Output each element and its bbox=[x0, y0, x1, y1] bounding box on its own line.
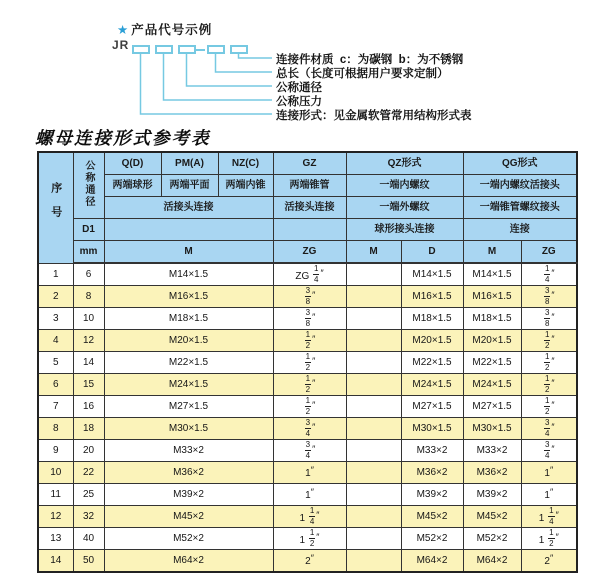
header-cell-nz: NZ(C) bbox=[218, 152, 273, 175]
table-cell: 1 bbox=[38, 263, 73, 286]
table-cell: M36×2 bbox=[104, 462, 273, 484]
table-cell bbox=[346, 286, 401, 308]
code-box bbox=[178, 45, 196, 54]
table-cell: M22×1.5 bbox=[463, 352, 521, 374]
table-cell: 18 bbox=[73, 418, 104, 440]
inch-mark: ″ bbox=[551, 312, 555, 323]
table-cell: M20×1.5 bbox=[463, 330, 521, 352]
table-cell: M30×1.5 bbox=[463, 418, 521, 440]
table-row bbox=[38, 528, 577, 550]
table-cell: M14×1.5 bbox=[104, 263, 273, 286]
table-cell bbox=[273, 396, 346, 418]
table-cell: 1 $\frac{1}{2}$ ″ bbox=[521, 528, 577, 550]
leader-line bbox=[141, 54, 273, 114]
table-cell: M36×2 bbox=[463, 462, 521, 484]
table-cell bbox=[521, 330, 577, 352]
table-cell bbox=[346, 528, 401, 550]
table-cell bbox=[346, 440, 401, 462]
leader-line bbox=[216, 54, 273, 72]
inch-mark: ″ bbox=[310, 552, 314, 563]
inch-mark: ″ bbox=[312, 356, 316, 367]
inch-mark: ″ bbox=[316, 510, 320, 521]
table-cell: M24×1.5 bbox=[401, 374, 463, 396]
inch-mark: ″ bbox=[312, 422, 316, 433]
table-cell: M16×1.5 bbox=[463, 286, 521, 308]
table-cell: M18×1.5 bbox=[104, 308, 273, 330]
table-cell: 5 bbox=[38, 352, 73, 374]
table-cell: 6 bbox=[73, 263, 104, 286]
leader-line bbox=[239, 54, 273, 58]
header-cell-union-conn: 活接头连接 bbox=[104, 197, 273, 219]
table-cell: M30×1.5 bbox=[401, 418, 463, 440]
inch-mark: ″ bbox=[549, 464, 554, 475]
inch-mark: ″ bbox=[312, 334, 316, 345]
table-cell bbox=[273, 440, 346, 462]
table-cell: M52×2 bbox=[463, 528, 521, 550]
table-cell: 9 bbox=[38, 440, 73, 462]
star-icon: ★ bbox=[117, 23, 130, 37]
header-cell-q: Q(D) bbox=[104, 152, 161, 175]
diagram-label: 连接形式：见金属软管常用结构形式表 bbox=[276, 110, 472, 122]
table-cell bbox=[273, 286, 346, 308]
table-cell: M52×2 bbox=[104, 528, 273, 550]
table-cell bbox=[521, 374, 577, 396]
code-dash bbox=[196, 49, 205, 51]
table-cell bbox=[273, 308, 346, 330]
inch-mark: ″ bbox=[549, 552, 554, 563]
table-cell: M14×1.5 bbox=[401, 263, 463, 286]
header-cell-qg-zg: ZG bbox=[521, 241, 577, 264]
table-row bbox=[38, 418, 577, 440]
fraction: $\frac{3}{4}$ bbox=[305, 418, 311, 438]
product-code-diagram bbox=[0, 0, 600, 130]
table-cell: M39×2 bbox=[401, 484, 463, 506]
table-cell: M16×1.5 bbox=[104, 286, 273, 308]
fraction: $\frac{1}{4}$ bbox=[314, 264, 319, 284]
inch-mark: ″ bbox=[312, 400, 316, 411]
table-cell: M24×1.5 bbox=[463, 374, 521, 396]
header-cell-qg-conn: 连接 bbox=[463, 219, 577, 241]
table-cell: M64×2 bbox=[463, 550, 521, 573]
header-cell-zg: ZG bbox=[273, 241, 346, 264]
table-cell: M45×2 bbox=[401, 506, 463, 528]
header-cell-m: M bbox=[104, 241, 273, 264]
table-cell: M45×2 bbox=[463, 506, 521, 528]
header-cell-qg-sub: 一端内螺纹活接头 bbox=[463, 175, 577, 197]
table-row bbox=[38, 462, 577, 484]
inch-mark: ″ bbox=[312, 378, 316, 389]
table-cell: ZG $\frac{1}{4}$ ″ bbox=[273, 263, 346, 286]
header-cell-gz-sub: 两端锥管 bbox=[273, 175, 346, 197]
fraction: $\frac{1}{2}$ bbox=[305, 330, 311, 350]
table-cell: 2″ bbox=[521, 550, 577, 573]
table-row bbox=[38, 330, 577, 352]
table-cell bbox=[273, 418, 346, 440]
inch-mark: ″ bbox=[320, 268, 324, 279]
table-cell: M27×1.5 bbox=[104, 396, 273, 418]
header-cell-d1: D1 bbox=[73, 219, 104, 241]
table-row bbox=[38, 352, 577, 374]
inch-mark: ″ bbox=[551, 334, 555, 345]
fraction: $\frac{3}{4}$ bbox=[544, 440, 550, 460]
header-row bbox=[38, 152, 577, 175]
table-cell: 1″ bbox=[521, 462, 577, 484]
table-row bbox=[38, 308, 577, 330]
table-cell: 40 bbox=[73, 528, 104, 550]
fraction: $\frac{3}{8}$ bbox=[544, 308, 550, 328]
header-cell-qg: QG形式 bbox=[463, 152, 577, 175]
header-cell-seq bbox=[38, 152, 73, 263]
table-cell: 50 bbox=[73, 550, 104, 573]
inch-mark: ″ bbox=[551, 444, 555, 455]
table-cell: 2 bbox=[38, 286, 73, 308]
table-cell: M30×1.5 bbox=[104, 418, 273, 440]
header-cell-qg-m: M bbox=[463, 241, 521, 264]
table-cell bbox=[346, 374, 401, 396]
table-cell: 8 bbox=[38, 418, 73, 440]
fraction: $\frac{3}{4}$ bbox=[544, 418, 550, 438]
table-cell: 7 bbox=[38, 396, 73, 418]
code-box bbox=[230, 45, 248, 54]
table-cell bbox=[521, 286, 577, 308]
header-cell-blank bbox=[104, 219, 273, 241]
header-cell-qz: QZ形式 bbox=[346, 152, 463, 175]
fraction: $\frac{1}{4}$ bbox=[309, 506, 315, 526]
table-cell: M24×1.5 bbox=[104, 374, 273, 396]
diagram-label: 公称通径 bbox=[276, 82, 322, 94]
fraction: $\frac{1}{2}$ bbox=[549, 528, 554, 548]
table-cell bbox=[273, 374, 346, 396]
table-cell bbox=[521, 418, 577, 440]
table-header bbox=[38, 152, 577, 263]
table-cell: 20 bbox=[73, 440, 104, 462]
table-row bbox=[38, 396, 577, 418]
table-cell: M64×2 bbox=[401, 550, 463, 573]
table-cell: M27×1.5 bbox=[463, 396, 521, 418]
table-row bbox=[38, 286, 577, 308]
table-cell bbox=[521, 308, 577, 330]
table-cell: M52×2 bbox=[401, 528, 463, 550]
table-cell: 1″ bbox=[273, 462, 346, 484]
table-cell: 1″ bbox=[273, 484, 346, 506]
table-row bbox=[38, 550, 577, 573]
table-cell: 22 bbox=[73, 462, 104, 484]
diagram-label: 公称压力 bbox=[276, 96, 322, 108]
table-cell: M36×2 bbox=[401, 462, 463, 484]
header-cell-qz-m: M bbox=[346, 241, 401, 264]
code-box bbox=[207, 45, 225, 54]
table-cell: M22×1.5 bbox=[401, 352, 463, 374]
fraction: $\frac{3}{4}$ bbox=[305, 440, 311, 460]
table-cell: M20×1.5 bbox=[401, 330, 463, 352]
table-cell: M14×1.5 bbox=[463, 263, 521, 286]
inch-mark: ″ bbox=[551, 400, 555, 411]
table-cell: M33×2 bbox=[401, 440, 463, 462]
inch-mark: ″ bbox=[312, 312, 316, 323]
table-cell: 14 bbox=[73, 352, 104, 374]
table-cell: 15 bbox=[73, 374, 104, 396]
header-cell-blank bbox=[273, 219, 346, 241]
inch-mark: ″ bbox=[310, 486, 314, 497]
header-cell-pm-sub: 两端平面 bbox=[161, 175, 218, 197]
dn-label: 公称通径 bbox=[83, 160, 94, 208]
table-cell bbox=[346, 263, 401, 286]
inch-mark: ″ bbox=[549, 486, 554, 497]
inch-mark: ″ bbox=[555, 510, 559, 521]
table-cell bbox=[346, 418, 401, 440]
fraction: $\frac{3}{8}$ bbox=[305, 308, 311, 328]
table-cell: M64×2 bbox=[104, 550, 273, 573]
table-cell: 12 bbox=[73, 330, 104, 352]
table-row bbox=[38, 506, 577, 528]
table-cell bbox=[346, 352, 401, 374]
table-cell: 1 $\frac{1}{4}$ ″ bbox=[521, 506, 577, 528]
leader-line bbox=[187, 54, 273, 86]
inch-mark: ″ bbox=[312, 444, 316, 455]
product-code-prefix: JR bbox=[112, 38, 130, 52]
diagram-title bbox=[117, 20, 212, 38]
inch-mark: ″ bbox=[551, 422, 555, 433]
table-cell: 6 bbox=[38, 374, 73, 396]
table-cell bbox=[521, 440, 577, 462]
table-cell: 16 bbox=[73, 396, 104, 418]
table-cell: M18×1.5 bbox=[463, 308, 521, 330]
header-cell-gz-conn: 活接头连接 bbox=[273, 197, 346, 219]
header-cell-nz-sub: 两端内锥 bbox=[218, 175, 273, 197]
table-cell: 10 bbox=[73, 308, 104, 330]
table-row bbox=[38, 484, 577, 506]
table-cell bbox=[346, 506, 401, 528]
table-cell bbox=[346, 308, 401, 330]
seq-label: 序号 bbox=[49, 182, 62, 231]
table-cell bbox=[346, 330, 401, 352]
code-box bbox=[155, 45, 173, 54]
table-row bbox=[38, 440, 577, 462]
fraction: $\frac{1}{2}$ bbox=[309, 528, 315, 548]
fraction: $\frac{3}{8}$ bbox=[305, 286, 311, 306]
inch-mark: ″ bbox=[555, 532, 559, 543]
table-cell: 12 bbox=[38, 506, 73, 528]
table-cell: 8 bbox=[73, 286, 104, 308]
table-cell: 1 $\frac{1}{4}$ ″ bbox=[273, 506, 346, 528]
table-cell: M33×2 bbox=[463, 440, 521, 462]
header-cell-qz-conn: 球形接头连接 bbox=[346, 219, 463, 241]
header-row bbox=[38, 219, 577, 241]
diagram-label: 连接件材质 c：为碳钢 b：为不锈钢 bbox=[276, 54, 464, 66]
header-cell-pm: PM(A) bbox=[161, 152, 218, 175]
table-cell: 10 bbox=[38, 462, 73, 484]
fraction: $\frac{1}{2}$ bbox=[544, 396, 550, 416]
header-cell-qg-sub2: 一端锥管螺纹接头 bbox=[463, 197, 577, 219]
table-cell: 14 bbox=[38, 550, 73, 573]
table-body bbox=[38, 263, 577, 572]
nut-connection-table bbox=[37, 151, 578, 573]
table-cell: M33×2 bbox=[104, 440, 273, 462]
table-cell bbox=[521, 352, 577, 374]
table-cell bbox=[273, 352, 346, 374]
table-cell bbox=[346, 484, 401, 506]
inch-mark: ″ bbox=[551, 378, 555, 389]
table-cell bbox=[346, 396, 401, 418]
inch-mark: ″ bbox=[316, 532, 320, 543]
table-cell: 3 bbox=[38, 308, 73, 330]
header-cell-qz-d: D bbox=[401, 241, 463, 264]
table-cell: M39×2 bbox=[463, 484, 521, 506]
header-cell-gz: GZ bbox=[273, 152, 346, 175]
fraction: $\frac{1}{2}$ bbox=[305, 352, 311, 372]
fraction: $\frac{1}{2}$ bbox=[305, 396, 311, 416]
fraction: $\frac{3}{8}$ bbox=[544, 286, 550, 306]
table-cell bbox=[346, 550, 401, 573]
fraction: $\frac{1}{2}$ bbox=[544, 374, 550, 394]
inch-mark: ″ bbox=[312, 290, 316, 301]
table-cell bbox=[521, 263, 577, 286]
table-cell: M16×1.5 bbox=[401, 286, 463, 308]
header-cell-dn bbox=[73, 152, 104, 219]
table-cell: M39×2 bbox=[104, 484, 273, 506]
header-row bbox=[38, 241, 577, 264]
header-cell-qz-sub2: 一端外螺纹 bbox=[346, 197, 463, 219]
table-cell: 1″ bbox=[521, 484, 577, 506]
inch-mark: ″ bbox=[551, 356, 555, 367]
header-cell-mm: mm bbox=[73, 241, 104, 264]
fraction: $\frac{1}{2}$ bbox=[544, 352, 550, 372]
leader-line bbox=[164, 54, 273, 100]
table-cell: M22×1.5 bbox=[104, 352, 273, 374]
table-cell: 4 bbox=[38, 330, 73, 352]
table-cell: 1 $\frac{1}{2}$ ″ bbox=[273, 528, 346, 550]
diagram-label: 总长（长度可根据用户要求定制） bbox=[276, 68, 449, 80]
inch-mark: ″ bbox=[310, 464, 314, 475]
header-row bbox=[38, 175, 577, 197]
fraction: $\frac{1}{2}$ bbox=[544, 330, 550, 350]
header-cell-qz-sub: 一端内螺纹 bbox=[346, 175, 463, 197]
header-cell-q-sub: 两端球形 bbox=[104, 175, 161, 197]
code-box bbox=[132, 45, 150, 54]
inch-mark: ″ bbox=[551, 290, 555, 301]
table-cell: M45×2 bbox=[104, 506, 273, 528]
table-cell bbox=[521, 396, 577, 418]
fraction: $\frac{1}{4}$ bbox=[549, 506, 554, 526]
fraction: $\frac{1}{4}$ bbox=[544, 264, 550, 284]
table-cell: 2″ bbox=[273, 550, 346, 573]
table-title: 螺母连接形式参考表 bbox=[35, 129, 211, 149]
table-row bbox=[38, 374, 577, 396]
table-cell: 11 bbox=[38, 484, 73, 506]
table-cell: M20×1.5 bbox=[104, 330, 273, 352]
table-cell: M27×1.5 bbox=[401, 396, 463, 418]
fraction: $\frac{1}{2}$ bbox=[305, 374, 311, 394]
table-cell: M18×1.5 bbox=[401, 308, 463, 330]
table-cell: 25 bbox=[73, 484, 104, 506]
diagram-title-text: 产品代号示例 bbox=[131, 23, 213, 37]
table-cell bbox=[346, 462, 401, 484]
table-cell: 32 bbox=[73, 506, 104, 528]
table-cell: 13 bbox=[38, 528, 73, 550]
table-cell bbox=[273, 330, 346, 352]
table-row bbox=[38, 263, 577, 286]
inch-mark: ″ bbox=[551, 268, 555, 279]
header-row bbox=[38, 197, 577, 219]
